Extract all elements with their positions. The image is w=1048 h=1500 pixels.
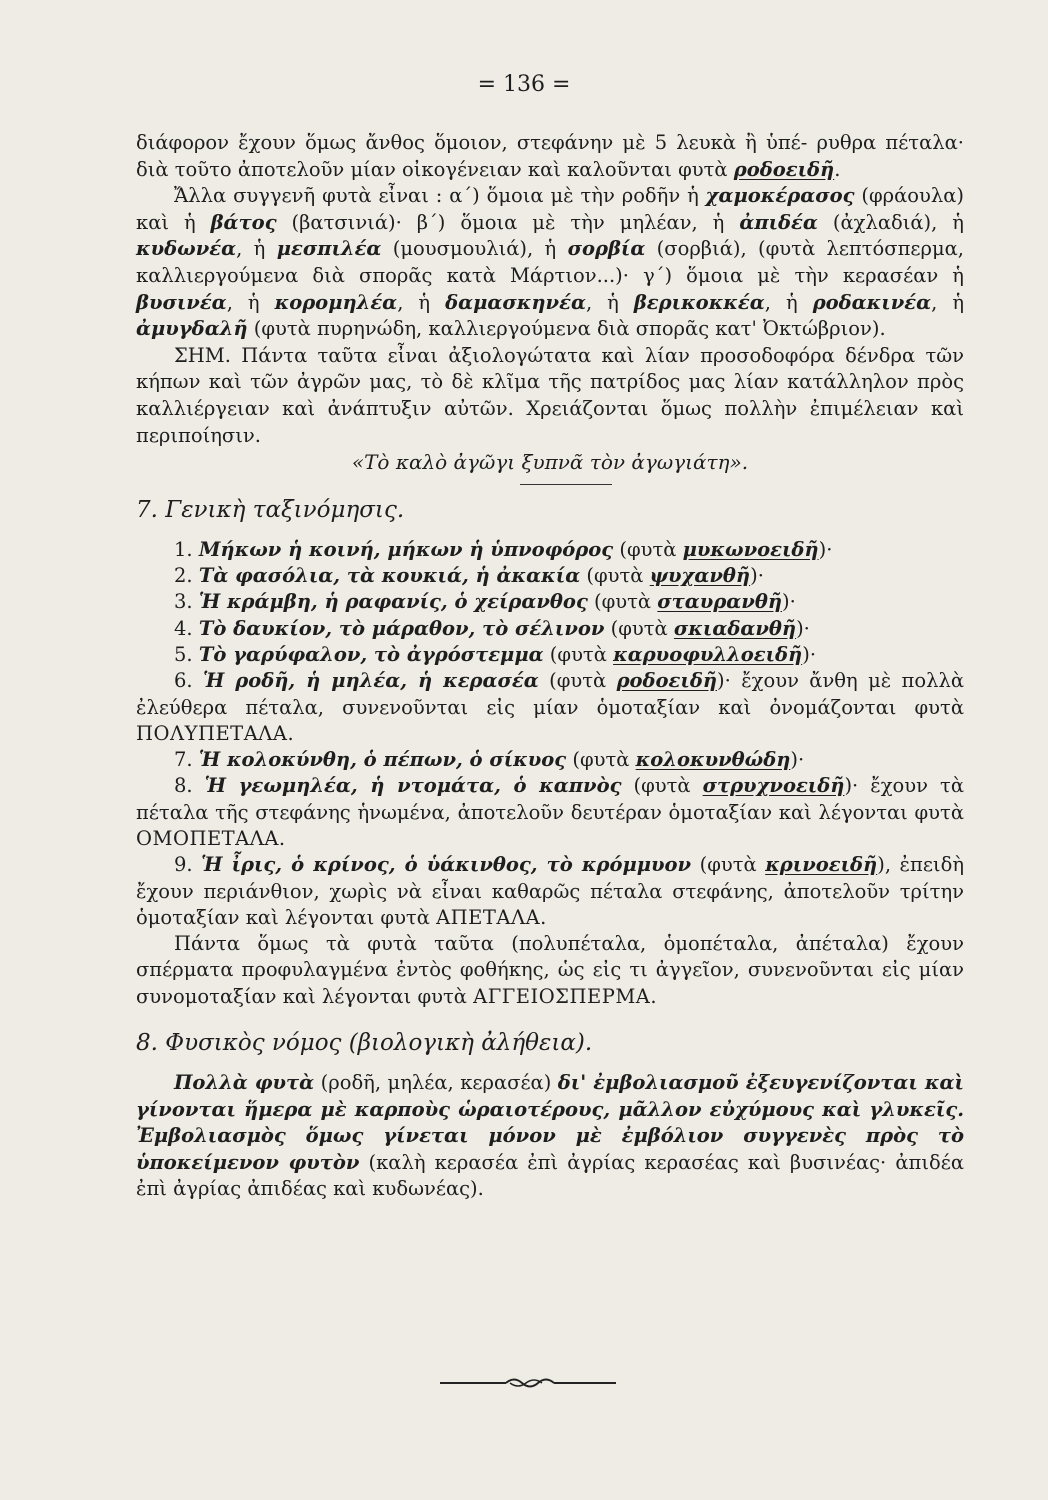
list-item-8 <box>136 773 964 852</box>
term-kydonea: κυδωνέα <box>136 237 237 261</box>
section-8-title: 8. Φυσικὸς νόμος (βιολογικὴ ἀλήθεια). <box>136 1030 593 1057</box>
text-run: (φυτὰ <box>691 853 766 877</box>
end-ornament <box>440 1374 616 1392</box>
item-plants: Τὰ φασόλια, τὰ κουκιά, ἡ ἀκακία <box>198 564 581 588</box>
text-run: (βατσινιά)· β΄) ὅμοια μὲ τὴν μηλέαν, ἡ <box>276 210 740 234</box>
item-family: στρυχνοειδῆ <box>702 774 845 798</box>
term-rodoeidi: ροδοειδῆ <box>733 157 835 181</box>
text-run: (μουσμουλιά), ἡ <box>381 237 568 261</box>
item-plants: Τὸ δαυκίον, τὸ μάραθον, τὸ σέλινον <box>198 616 605 640</box>
class-polypetala: ΠΟΛΥΠΕΤΑΛΑ. <box>136 721 295 745</box>
text-run: (φυτὰ <box>613 537 683 561</box>
text-run: )· <box>750 564 764 588</box>
divider-rule <box>520 484 612 485</box>
term-verikokkea: βερικοκκέα <box>633 290 765 314</box>
item-family: καρυοφυλλοειδῆ <box>613 642 803 666</box>
bold-run: δι' ἐμβολιασμοῦ ἐξευγενίζονται καὶ γίνονται ἥμερα μὲ καρποὺς ὡραιοτέρους, μᾶλλον εὐχύμους καὶ γλυκεῖς. Ἐμβολιασμὸς ὅμως γίνεται μόνον μὲ ἐμβόλιον συγγενὲς πρὸς τὸ ὑποκείμενον φυτὸν <box>136 1071 964 1174</box>
ornament-icon <box>440 1374 616 1392</box>
item-plants: Ἡ γεωμηλέα, ἡ ντομάτα, ὁ καπνὸς <box>204 774 622 798</box>
item-number: 3. <box>174 590 199 614</box>
item-plants: Ἡ κολοκύνθη, ὁ πέπων, ὁ σίκυος <box>198 748 567 772</box>
term-chamokerasos: χαμοκέρασος <box>705 184 855 208</box>
text-run: (φυτὰ <box>580 564 650 588</box>
item-plants: Ἡ ἶρις, ὁ κρίνος, ὁ ὑάκινθος, τὸ κρόμμυον <box>201 853 692 877</box>
text-run: (φράουλα) καὶ ἡ <box>136 184 964 234</box>
term-vysinea: βυσινέα <box>136 290 227 314</box>
page-number: = 136 = <box>477 72 571 97</box>
term-rodakinea: ροδακινέα <box>812 290 932 314</box>
item-plants: Μήκων ἡ κοινή, μήκων ἡ ὑπνοφόρος <box>198 537 614 561</box>
intro-line-1: διάφορον ἔχουν ὅμως ἄνθος ὅμοιον, στεφάνην μὲ 5 λευκὰ ἢ ὑπέ- <box>136 131 808 154</box>
text-run: (φυτὰ <box>543 642 614 666</box>
text-run: (φυτὰ πυρηνώδη, καλλιεργούμενα διὰ σπορᾶς κατ' Ὀκτώβριον). <box>247 317 886 341</box>
text-run: )· <box>844 774 859 798</box>
list-item-9 <box>136 852 964 931</box>
bold-run: Πολλὰ φυτὰ <box>174 1071 315 1095</box>
text-run: )· <box>790 748 805 772</box>
class-angeiosperma: ΑΓΓΕΙΟΣΠΕΡΜΑ. <box>473 984 658 1008</box>
intro-line-3: φυτὰ <box>678 157 734 181</box>
related-plants-paragraph <box>136 183 964 343</box>
item-family: κολοκυνθώδη <box>635 748 791 772</box>
term-vatos: βάτος <box>210 210 277 234</box>
text-run: ), <box>877 853 892 877</box>
intro-period: . <box>834 157 841 181</box>
text-run: , ἡ <box>397 290 446 314</box>
text-run: )· <box>782 590 796 614</box>
text-run: , ἡ <box>585 290 634 314</box>
item-plants: Ἡ ροδῆ, ἡ μηλέα, ἡ κερασέα <box>202 669 539 693</box>
text-run: (ἀχλαδιά), ἡ <box>817 210 964 234</box>
text-run: (φυτὰ <box>538 669 617 693</box>
intro-line-2: ρυθρα πέταλα· διὰ τοῦτο ἀποτελοῦν μίαν οἰκογένειαν καὶ καλοῦνται <box>136 131 964 181</box>
list-item-2 <box>136 563 964 589</box>
intro-paragraph <box>136 130 964 183</box>
term-koromilea: κορομηλέα <box>274 290 398 314</box>
text-run: (καλὴ κερασέα ἐπὶ ἀγρίας κερασέας καὶ βυσινέας· ἀπιδέα ἐπὶ ἀγρίας ἀπιδέας καὶ κυδωνέας). <box>136 1150 964 1201</box>
text-run: (ροδῆ, μηλέα, κερασέα) <box>314 1071 558 1095</box>
list-item-5 <box>136 642 964 668</box>
item-number: 7. <box>174 748 199 772</box>
item-family: μυκωνοειδῆ <box>682 537 819 561</box>
item-number: 5. <box>174 642 199 666</box>
item-family: ψυχανθῆ <box>649 564 751 588</box>
text-run: (φυτὰ <box>587 590 658 614</box>
text-run: (φυτὰ <box>621 774 703 798</box>
note-paragraph: ΣΗΜ. Πάντα ταῦτα εἶναι ἀξιολογώτατα καὶ λίαν προσοδοφόρα δένδρα τῶν κήπων καὶ τῶν ἀγρῶν μας, τὸ δὲ κλῖμα τῆς πατρίδος μας λίαν κατάλληλον πρὸς καλλιέργειαν καὶ ἀνάπτυξιν αὐτῶν. Χρειάζονται ὅμως πολλὴν ἐπιμέλειαν καὶ περιποίησιν. <box>136 343 964 447</box>
text-run: (φυτὰ <box>566 748 636 772</box>
term-damaskinea: δαμασκηνέα <box>445 290 586 314</box>
item-family: σταυρανθῆ <box>657 590 783 614</box>
term-amygdali: ἀμυγδαλῆ <box>136 317 248 341</box>
item-family: ροδοειδῆ <box>616 669 718 693</box>
item-plants: Ἡ κράμβη, ἡ ραφανίς, ὁ χείρανθος <box>198 590 588 614</box>
list-item-4 <box>136 616 964 642</box>
item-number: 8. <box>174 774 205 798</box>
class-apetala: ΑΠΕΤΑΛΑ. <box>436 905 547 929</box>
term-apidea: ἀπιδέα <box>739 210 818 234</box>
text-run: )· <box>717 669 731 693</box>
section-7-title: 7. Γενικὴ ταξινόμησις. <box>136 496 405 523</box>
list-item-6 <box>136 668 964 747</box>
text-run: , ἡ <box>764 290 813 314</box>
class-omopetala: ΟΜΟΠΕΤΑΛΑ. <box>136 826 286 850</box>
term-sorvia: σορβία <box>567 237 646 261</box>
text-run: (φυτὰ <box>604 616 674 640</box>
text-run: ἔχουν ἄνθη μὲ πολλὰ ἐλεύθερα πέταλα, συνενοῦνται εἰς μίαν ὁμοταξίαν καὶ ὀνομάζονται φυτὰ <box>136 669 965 719</box>
item-number: 2. <box>174 564 199 588</box>
text-run: , ἡ <box>226 290 275 314</box>
text-run: )· <box>818 537 833 561</box>
item-family: κρινοειδῆ <box>765 853 878 877</box>
text-run: ἔχουν τὰ πέταλα τῆς στεφάνης ἡνωμένα, ἀποτελοῦν δευτέραν ὁμοταξίαν καὶ λέγονται φυτὰ <box>136 774 964 824</box>
list-item-1 <box>136 537 964 563</box>
text-run: , ἡ <box>236 237 277 261</box>
grafting-paragraph <box>136 1070 964 1203</box>
item-number: 6. <box>174 669 203 693</box>
item-number: 9. <box>174 853 202 877</box>
list-item-3 <box>136 589 964 615</box>
item-plants: Τὸ γαρύφαλον, τὸ ἀγρόστεμμα <box>198 642 544 666</box>
text-run: (σορβιά), (φυτὰ λεπτόσπερμα, καλλιεργούμενα διὰ σπορᾶς κατὰ Μάρτιον...)· γ΄) ὅμοια μὲ τὴν κερασέαν ἡ <box>136 237 964 287</box>
term-mespilea: μεσπιλέα <box>276 237 382 261</box>
item-number: 1. <box>174 537 199 561</box>
text-run: )· <box>796 616 810 640</box>
page-content <box>136 130 964 1203</box>
text-run: )· <box>802 642 817 666</box>
proverb: «Τὸ καλὸ ἀγῶγι ξυπνᾶ τὸν ἀγωγιάτη». <box>351 450 749 475</box>
item-number: 4. <box>174 616 199 640</box>
text-run: Ἄλλα συγγενῆ φυτὰ εἶναι : α΄) ὅμοια μὲ τὴν ροδῆν ἡ <box>174 184 706 208</box>
text-run: ἐπειδὴ ἔχουν περιάνθιον, χωρὶς νὰ εἶναι καθαρῶς πέταλα στεφάνης, ἀποτελοῦν τρίτην ὁμοταξίαν καὶ λέγονται φυτὰ <box>136 853 964 929</box>
list-item-7 <box>136 747 964 773</box>
summary-paragraph <box>136 931 964 1010</box>
text-run: , ἡ <box>931 290 965 314</box>
text-run: Πάντα ὅμως τὰ φυτὰ ταῦτα (πολυπέταλα, ὁμοπέταλα, ἀπέταλα) ἔχουν σπέρματα προφυλαγμένα ἐντὸς φοθήκης, ὡς εἰς τι ἀγγεῖον, συνενοῦνται εἰς μίαν συνομοταξίαν καὶ λέγονται φυτὰ <box>136 932 964 1008</box>
item-family: σκιαδανθῆ <box>673 616 797 640</box>
